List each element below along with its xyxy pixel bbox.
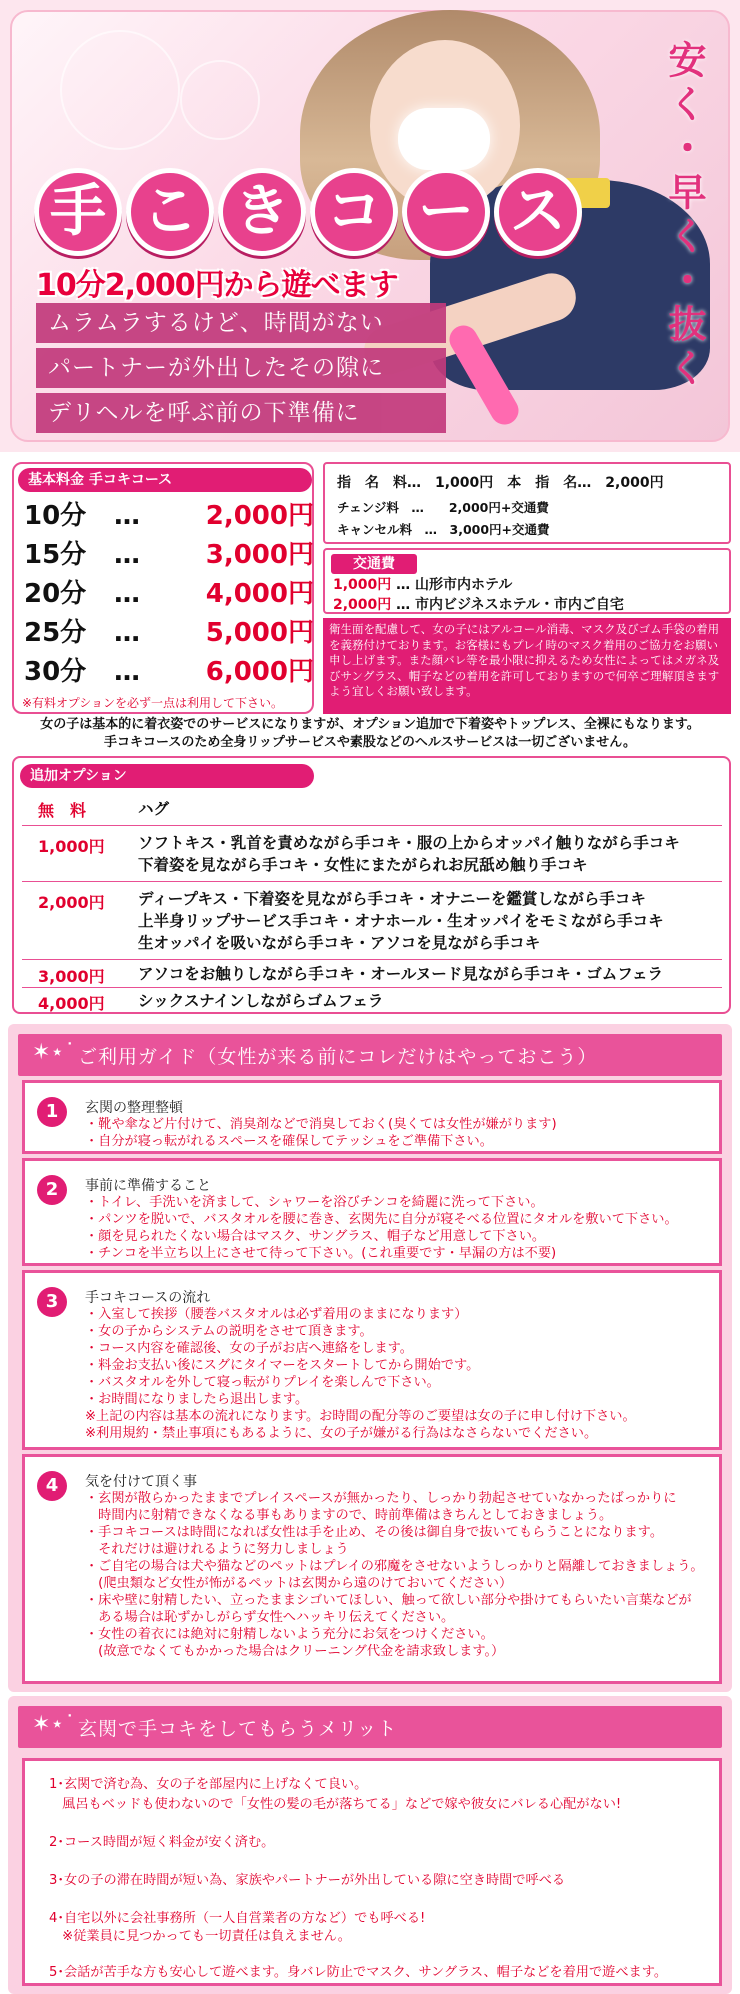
step-line: ・女の子からシステムの説明をさせて頂きます。 xyxy=(85,1324,373,1339)
step-line: (爬虫類など女性が怖がるペットは玄関から遠のけておいてください） xyxy=(85,1576,513,1591)
price: 4,000円 xyxy=(205,579,314,609)
title-char: コ xyxy=(310,168,398,256)
step-line: (故意でなくてもかかった場合はクリーニング代金を請求致します。） xyxy=(85,1644,505,1659)
step-line: ・顔を見られたくない場合はマスク、サングラス、帽子など用意して下さい。 xyxy=(85,1229,546,1244)
duration: 10分 xyxy=(24,501,87,531)
merit-line: 2･コース時間が短く料金が安く済む。 xyxy=(49,1835,275,1850)
face-blur xyxy=(398,108,490,170)
step-number: 4 xyxy=(37,1471,67,1501)
sparkle-icon: ✶⋆˙ xyxy=(32,1040,76,1065)
course-title xyxy=(34,168,582,258)
step-line: ・靴や傘など片付けて、消臭剤などで消臭しておく(臭くては女性が嫌がります) xyxy=(85,1117,557,1132)
step-line: ・バスタオルを外して寝っ転がりプレイを楽しんで下さい。 xyxy=(85,1375,440,1390)
decor-circle xyxy=(60,30,180,150)
transport-area: … 山形市内ホテル xyxy=(396,577,513,593)
hero-banner xyxy=(0,0,740,452)
option-price: 無 料 xyxy=(38,801,87,820)
step-line: ・玄関が散らかったままでプレイスペースが無かったり、しっかり勃起させていなかったばっかりに xyxy=(85,1491,677,1506)
hero-line: ムラムラするけど、時間がない xyxy=(36,303,446,343)
step-line: ・料金お支払い後にスグにタイマーをスタートしてから開始です。 xyxy=(85,1358,480,1373)
price: 6,000円 xyxy=(205,657,314,687)
service-notice xyxy=(0,716,740,752)
step-number: 2 xyxy=(37,1175,67,1205)
guide-step xyxy=(22,1080,722,1154)
merit-line: 1･玄関で済む為、女の子を部屋内に上げなくて良い。 xyxy=(49,1777,368,1792)
step-title: 事前に準備すること xyxy=(85,1178,211,1194)
option-price: 1,000円 xyxy=(38,837,105,856)
duration: 15分 xyxy=(24,540,87,570)
step-line: ※上記の内容は基本の流れになります。お時間の配分等のご要望は女の子に申し付け下さい。 xyxy=(85,1409,636,1424)
option-text: シックスナインしながらゴムフェラ xyxy=(138,992,384,1010)
duration: 30分 xyxy=(24,657,87,687)
merit-line: ※従業員に見つかっても一切責任は負えません。 xyxy=(49,1929,351,1944)
title-char: ー xyxy=(402,168,490,256)
option-price: 4,000円 xyxy=(38,994,105,1013)
option-price: 3,000円 xyxy=(38,967,105,986)
step-title: 気を付けて頂く事 xyxy=(85,1474,197,1490)
options-header: 追加オプション xyxy=(20,764,314,788)
nomination-fees: 指 名 料… 1,000円 本 指 名… 2,000円 xyxy=(337,475,664,491)
step-title: 玄関の整理整頓 xyxy=(85,1100,183,1116)
option-text: 生オッパイを吸いながら手コキ・アソコを見ながら手コキ xyxy=(138,934,541,952)
transport-row xyxy=(333,594,624,614)
price-row xyxy=(24,615,314,651)
step-line: 時間内に射精できなくなる事もありますので、時前準備はきちんとしておきましょう。 xyxy=(85,1508,613,1523)
base-price-box xyxy=(12,462,314,714)
step-line: ・トイレ、手洗いを済まして、シャワーを浴びチンコを綺麗に洗って下さい。 xyxy=(85,1195,544,1210)
dots: … xyxy=(114,579,140,609)
transport-header: 交通費 xyxy=(331,554,417,574)
title-char: 手 xyxy=(34,168,122,256)
step-number: 1 xyxy=(37,1097,67,1127)
dots: … xyxy=(114,501,140,531)
base-price-header: 基本料金 手コキコース xyxy=(18,468,312,492)
transport-area: … 市内ビジネスホテル・市内ご自宅 xyxy=(396,597,624,613)
fees-box xyxy=(323,462,731,544)
price-row xyxy=(24,654,314,690)
step-line: それだけは避けれるように努力しましょう xyxy=(85,1542,349,1557)
guide-step xyxy=(22,1158,722,1266)
step-line: ・ご自宅の場合は犬や猫などのペットはプレイの邪魔をさせないようしっかりと隔離しておきましょう。 xyxy=(85,1559,704,1574)
duration: 25分 xyxy=(24,618,87,648)
guide-title: ご利用ガイド（女性が来る前にコレだけはやっておこう） xyxy=(78,1046,598,1068)
guide-header xyxy=(18,1034,722,1076)
step-line: ・入室して挨拶（腰巻バスタオルは必ず着用のままになります） xyxy=(85,1307,468,1322)
merit-line: 4･自宅以外に会社事務所（一人自営業者の方など）でも呼べる! xyxy=(49,1911,426,1926)
step-line: ・手コキコースは時間になれば女性は手を止め、その後は御自身で抜いてもらうことになります。 xyxy=(85,1525,664,1540)
step-line: ある場合は恥ずかしがらず女性へハッキリ伝えてください。 xyxy=(85,1610,455,1625)
hero-line: パートナーが外出したその隙に xyxy=(36,348,446,388)
dots: … xyxy=(114,540,140,570)
transport-row xyxy=(333,574,512,594)
option-row xyxy=(22,988,722,1012)
decor-circle xyxy=(180,60,260,140)
transport-amount: 2,000円 xyxy=(333,597,392,613)
merit-header xyxy=(18,1706,722,1748)
step-number: 3 xyxy=(37,1287,67,1317)
merit-title: 玄関で手コキをしてもらうメリット xyxy=(78,1718,398,1740)
duration: 20分 xyxy=(24,579,87,609)
title-char: き xyxy=(218,168,306,256)
notice-line: 手コキコースのため全身リップサービスや素股などのヘルスサービスは一切ございません。 xyxy=(104,735,636,750)
hygiene-notice: 衛生面を配慮して、女の子にはアルコール消毒、マスク及びゴム手袋の着用を義務付けております。お客様にもプレイ時のマスク着用のご協力をお願い申し上げます。また顔バレ等を最小限に抑えるため女性によってはメガネ及びサングラス、帽子などの着用を許可しておりますので何卒ご理解頂きますよう宜しくお願い致します。 xyxy=(323,618,731,714)
option-text: ソフトキス・乳首を責めながら手コキ・服の上からオッパイ触りながら手コキ xyxy=(138,834,680,852)
step-title: 手コキコースの流れ xyxy=(85,1290,211,1306)
option-text: アソコをお触りしながら手コキ・オールヌード見ながら手コキ・ゴムフェラ xyxy=(138,965,663,983)
price: 5,000円 xyxy=(205,618,314,648)
transport-box xyxy=(323,548,731,614)
step-line: ・パンツを脱いで、バスタオルを腰に巻き、玄関先に自分が寝そべる位置にタオルを敷いて下さい。 xyxy=(85,1212,678,1227)
merit-line: 3･女の子の滞在時間が短い為、家族やパートナーが外出している隙に空き時間で呼べる xyxy=(49,1873,566,1888)
option-text: 下着姿を見ながら手コキ・女性にまたがられお尻舐め触り手コキ xyxy=(138,856,588,874)
price-row xyxy=(24,537,314,573)
step-line: ・床や壁に射精したい、立ったままシゴいてほしい、触って欲しい部分や掛けてもらいたい言葉などが xyxy=(85,1593,692,1608)
price-row xyxy=(24,498,314,534)
sparkle-icon: ✶⋆˙ xyxy=(32,1712,76,1737)
price-note: ※有料オプションを必ず一点は利用して下さい。 xyxy=(22,696,283,710)
price: 3,000円 xyxy=(205,540,314,570)
merit-section xyxy=(8,1696,732,1994)
transport-amount: 1,000円 xyxy=(333,577,392,593)
price-row xyxy=(24,576,314,612)
step-line: ・お時間になりましたら退出します。 xyxy=(85,1392,309,1407)
hero-line: デリヘルを呼ぶ前の下準備に xyxy=(36,393,446,433)
option-row xyxy=(22,882,722,960)
usage-guide xyxy=(8,1024,732,1692)
option-text: ディープキス・下着姿を見ながら手コキ・オナニーを鑑賞しながら手コキ xyxy=(138,890,646,908)
merit-line: 5･会話が苦手な方も安心して遊べます。身バレ防止でマスク、サングラス、帽子などを着用で遊べます。 xyxy=(49,1965,668,1980)
step-line: ・チンコを半立ち以上にさせて待って下さい。(これ重要です・早漏の方は不要) xyxy=(85,1246,557,1261)
notice-line: 女の子は基本的に着衣姿でのサービスになりますが、オプション追加で下着姿やトップレス、全裸にもなります。 xyxy=(40,717,700,732)
merit-line: 風呂もベッドも使わないので「女性の髪の毛が落ちてる」などで嫁や彼女にバレる心配がない! xyxy=(49,1797,622,1812)
title-char: こ xyxy=(126,168,214,256)
step-line: ・コース内容を確認後、女の子がお店へ連絡をします。 xyxy=(85,1341,413,1356)
option-row xyxy=(22,960,722,988)
step-line: ・女性の着衣には絶対に射精しないよう充分にお気をつけください。 xyxy=(85,1627,494,1642)
dots: … xyxy=(114,618,140,648)
option-text: ハグ xyxy=(138,800,170,818)
step-line: ※利用規約・禁止事項にもあるように、女の子が嫌がる行為はなさらないでください。 xyxy=(85,1426,598,1441)
options-box xyxy=(12,756,731,1014)
option-row xyxy=(22,826,722,882)
option-price: 2,000円 xyxy=(38,893,105,912)
price: 2,000円 xyxy=(205,501,314,531)
title-char: ス xyxy=(494,168,582,256)
guide-step xyxy=(22,1454,722,1684)
option-row xyxy=(22,792,722,826)
dots: … xyxy=(114,657,140,687)
cancel-fee: キャンセル料 … 3,000円+交通費 xyxy=(337,522,550,537)
merit-card xyxy=(22,1758,722,1986)
slogan: 安く・早く・抜く xyxy=(662,40,706,392)
guide-step xyxy=(22,1270,722,1450)
option-text: 上半身リップサービス手コキ・オナホール・生オッパイをモミながら手コキ xyxy=(138,912,664,930)
step-line: ・自分が寝っ転がれるスペースを確保してテッシュをご準備下さい。 xyxy=(85,1134,493,1149)
change-fee: チェンジ料 … 2,000円+交通費 xyxy=(337,500,549,515)
price-headline: 10分2,000円から遊べます xyxy=(36,268,398,303)
